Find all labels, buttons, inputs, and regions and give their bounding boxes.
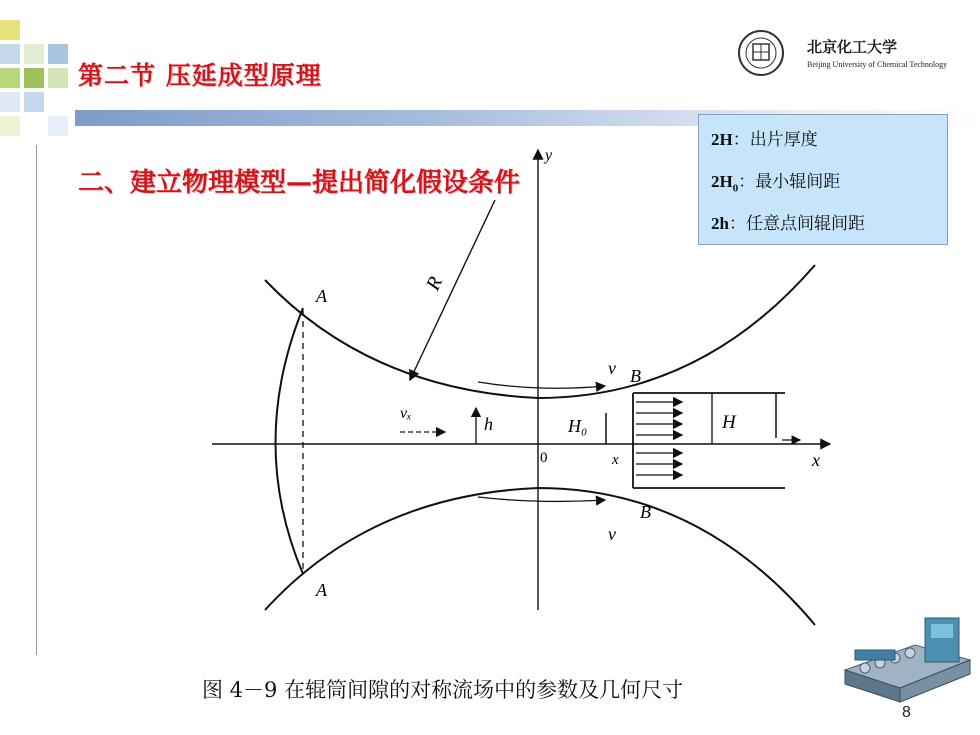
lower-roll-direction-arrow: [478, 497, 605, 501]
velocity-top-label: v: [608, 358, 616, 378]
entry-curve-AA: [276, 308, 304, 574]
university-name-cn: 北京化工大学: [807, 38, 898, 56]
radius-arrow: [410, 200, 495, 380]
slide-subtitle: 二、建立物理模型—提出简化假设条件: [78, 168, 521, 198]
h-label: h: [484, 414, 493, 434]
velocity-bottom-label: v: [608, 524, 616, 544]
definition-text: 任意点间辊间距: [745, 214, 865, 234]
university-name-en: Beijing University of Chemical Technology: [807, 60, 948, 69]
definition-separator: ：: [728, 214, 746, 234]
point-a-top-label: A: [316, 286, 327, 306]
H-label: H: [722, 412, 736, 433]
definition-separator: ：: [738, 172, 756, 192]
definition-text: 出片厚度: [749, 130, 818, 150]
section-title: 第二节 压延成型原理: [78, 61, 322, 90]
radius-label: R: [422, 273, 448, 294]
calender-machine-image: [835, 610, 975, 710]
definition-text: 最小辊间距: [755, 172, 841, 192]
point-b-bottom-label: B: [640, 502, 651, 522]
definition-symbol: 2h: [711, 214, 729, 233]
point-a-bottom-label: A: [316, 580, 327, 600]
upper-roll-arc: [265, 265, 815, 398]
point-b-top-label: B: [630, 366, 641, 386]
definition-subscript: 0: [732, 182, 739, 195]
x-marker-label: x: [612, 452, 619, 468]
origin-label: 0: [540, 450, 548, 466]
h0-label: H₀: [568, 416, 588, 436]
x-axis-label: x: [812, 450, 820, 470]
page-number: 8: [902, 704, 911, 721]
vx-label: vₓ: [400, 405, 412, 422]
definition-symbol: 2H: [711, 130, 733, 149]
y-axis-label: y: [545, 147, 553, 164]
upper-roll-direction-arrow: [478, 382, 605, 388]
definition-separator: ：: [732, 130, 750, 150]
definition-symbol: 2H: [711, 172, 733, 191]
lower-roll-arc: [265, 488, 815, 625]
figure-caption: 图 4－9 在辊筒间隙的对称流场中的参数及几何尺寸: [202, 678, 684, 702]
